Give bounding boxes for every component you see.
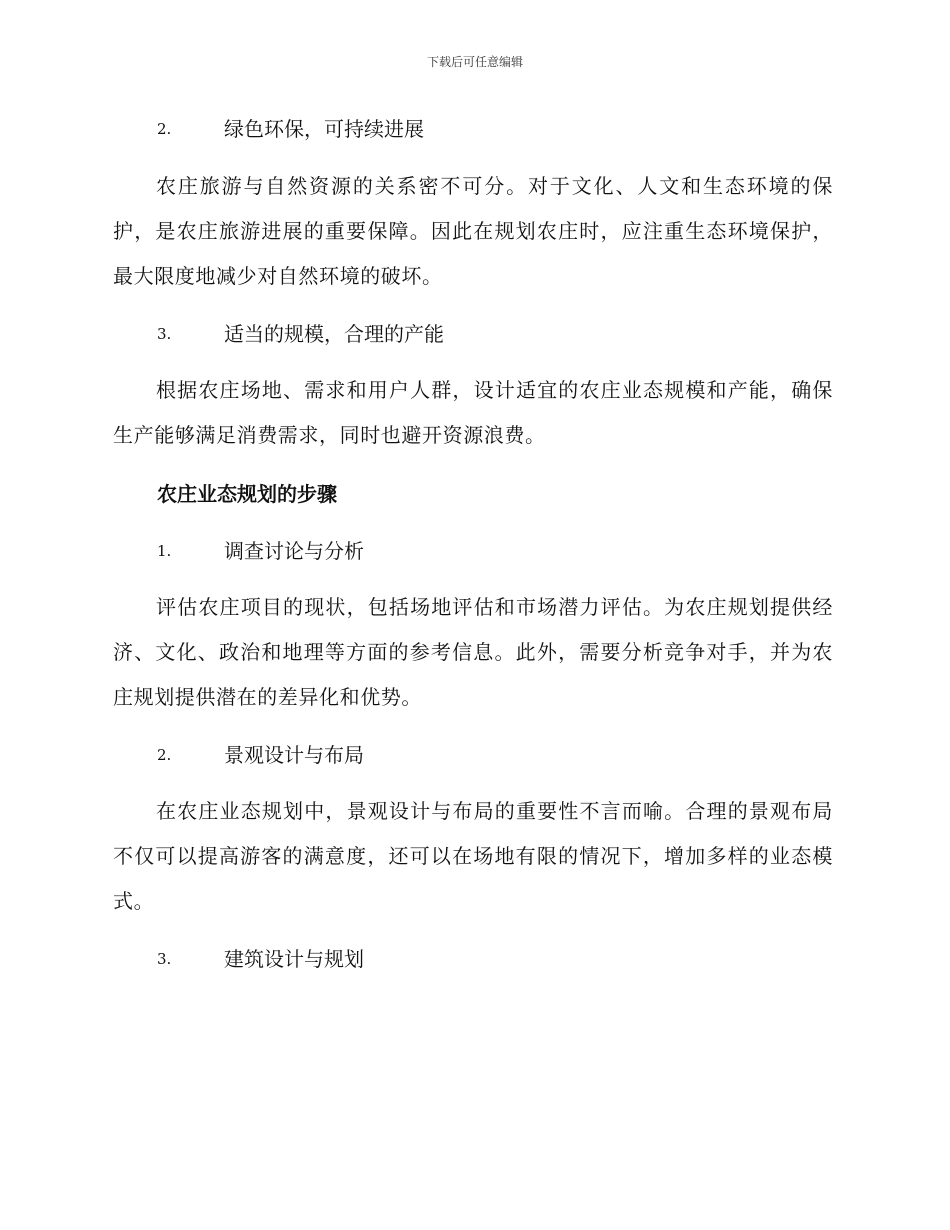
paragraph: 在农庄业态规划中，景观设计与布局的重要性不言而喻。合理的景观布局不仅可以提高游客的满意度，还可以在场地有限的情况下，增加多样的业态模式。 bbox=[113, 799, 833, 913]
heading-text: 景观设计与布局 bbox=[224, 743, 364, 767]
page-header: 下载后可任意编辑 bbox=[426, 55, 523, 69]
heading-text: 适当的规模，合理的产能 bbox=[224, 322, 444, 346]
numbered-heading bbox=[157, 946, 364, 972]
paragraph: 根据农庄场地、需求和用户人群，设计适宜的农庄业态规模和产能，确保生产能够满足消费需求，同时也避开资源浪费。 bbox=[113, 378, 833, 447]
heading-text: 绿色环保，可持续进展 bbox=[224, 117, 424, 141]
heading-number: 1. bbox=[157, 542, 172, 560]
numbered-heading bbox=[157, 116, 424, 142]
numbered-heading bbox=[157, 538, 364, 564]
heading-number: 2. bbox=[157, 746, 172, 764]
heading-text: 调查讨论与分析 bbox=[224, 539, 364, 563]
heading-number: 3. bbox=[157, 950, 172, 968]
heading-number: 2. bbox=[157, 120, 172, 138]
paragraph: 评估农庄项目的现状，包括场地评估和市场潜力评估。为农庄规划提供经济、文化、政治和地理等方面的参考信息。此外，需要分析竞争对手，并为农庄规划提供潜在的差异化和优势。 bbox=[113, 595, 833, 709]
heading-number: 3. bbox=[157, 325, 172, 343]
section-title: 农庄业态规划的步骤 bbox=[157, 482, 337, 506]
numbered-heading bbox=[157, 742, 364, 768]
paragraph: 农庄旅游与自然资源的关系密不可分。对于文化、人文和生态环境的保护，是农庄旅游进展的重要保障。因此在规划农庄时，应注重生态环境保护，最大限度地减少对自然环境的破坏。 bbox=[113, 174, 833, 288]
heading-text: 建筑设计与规划 bbox=[224, 947, 364, 971]
numbered-heading bbox=[157, 321, 444, 347]
